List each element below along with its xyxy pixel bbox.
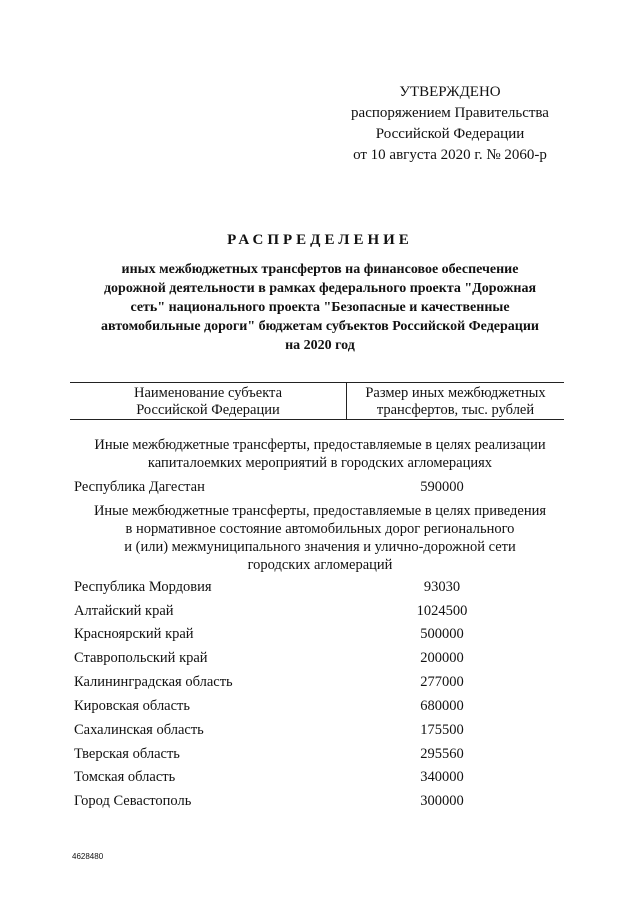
transfer-value: 300000 (420, 793, 464, 809)
region-name: Республика Дагестан (74, 479, 205, 495)
table-row (74, 672, 554, 692)
section-heading-line: городских агломераций (247, 557, 393, 573)
region-name: Калининградская область (74, 674, 233, 690)
transfer-value: 93030 (423, 579, 461, 595)
table-row (74, 601, 554, 621)
table-row (74, 791, 554, 811)
section-heading (60, 502, 580, 574)
region-name: Алтайский край (74, 603, 174, 619)
region-name: Ставропольский край (74, 650, 208, 666)
section-heading-line: и (или) межмуниципального значения и улично-дорожной сети (124, 539, 516, 555)
region-name: Кировская область (74, 698, 191, 714)
region-name: Томская область (74, 769, 176, 785)
transfer-value: 1024500 (416, 603, 468, 619)
region-name: Город Севастополь (74, 793, 192, 809)
region-name: Тверская область (74, 746, 180, 762)
approval-line-3: от 10 августа 2020 г. № 2060-р (353, 147, 547, 163)
section-heading (60, 436, 580, 472)
section-heading-line: Иные межбюджетные трансферты, предоставляемые в целях реализации (94, 437, 546, 453)
approval-line-1: распоряжением Правительства (351, 105, 549, 121)
approval-line-2: Российской Федерации (375, 126, 525, 142)
transfer-value: 295560 (420, 746, 464, 762)
table-row (74, 767, 554, 787)
table-row (74, 624, 554, 644)
subtitle-line: иных межбюджетных трансфертов на финансовое обеспечение (121, 262, 519, 277)
subtitle-line: дорожной деятельности в рамках федерального проекта "Дорожная (103, 281, 537, 296)
approval-heading: УТВЕРЖДЕНО (399, 84, 501, 100)
document-subtitle (60, 260, 580, 355)
header-text: трансфертов, тыс. рублей (376, 402, 535, 418)
document-title: РАСПРЕДЕЛЕНИЕ (227, 232, 413, 248)
header-text: Наименование субъекта (133, 385, 283, 401)
section-heading-line: капиталоемких мероприятий в городских агломерациях (147, 455, 493, 471)
table-row (74, 577, 554, 597)
transfer-value: 277000 (420, 674, 464, 690)
subtitle-line: сеть" национального проекта "Безопасные и качественные (130, 300, 510, 315)
region-name: Сахалинская область (74, 722, 204, 738)
transfer-value: 340000 (420, 769, 464, 785)
table-row (74, 477, 554, 497)
approval-block (330, 82, 570, 166)
region-name: Красноярский край (74, 626, 194, 642)
header-region-name (70, 385, 346, 419)
table-row (74, 720, 554, 740)
section-heading-line: Иные межбюджетные трансферты, предоставляемые в целях приведения (93, 503, 547, 519)
table-row (74, 744, 554, 764)
table-row (74, 696, 554, 716)
region-name: Республика Мордовия (74, 579, 212, 595)
document-code: 4628480 (72, 852, 104, 861)
header-text: Российской Федерации (136, 402, 280, 418)
transfer-value: 590000 (420, 479, 464, 495)
subtitle-line: на 2020 год (285, 338, 355, 353)
subtitle-line: автомобильные дороги" бюджетам субъектов Российской Федерации (101, 319, 539, 334)
transfer-value: 175500 (420, 722, 464, 738)
header-text: Размер иных межбюджетных (365, 385, 546, 401)
transfer-value: 680000 (420, 698, 464, 714)
table-header (70, 382, 564, 420)
table-row (74, 648, 554, 668)
section-heading-line: в нормативное состояние автомобильных дорог регионального (125, 521, 515, 537)
header-transfer-amount (347, 385, 564, 419)
transfer-value: 200000 (420, 650, 464, 666)
transfer-value: 500000 (420, 626, 464, 642)
